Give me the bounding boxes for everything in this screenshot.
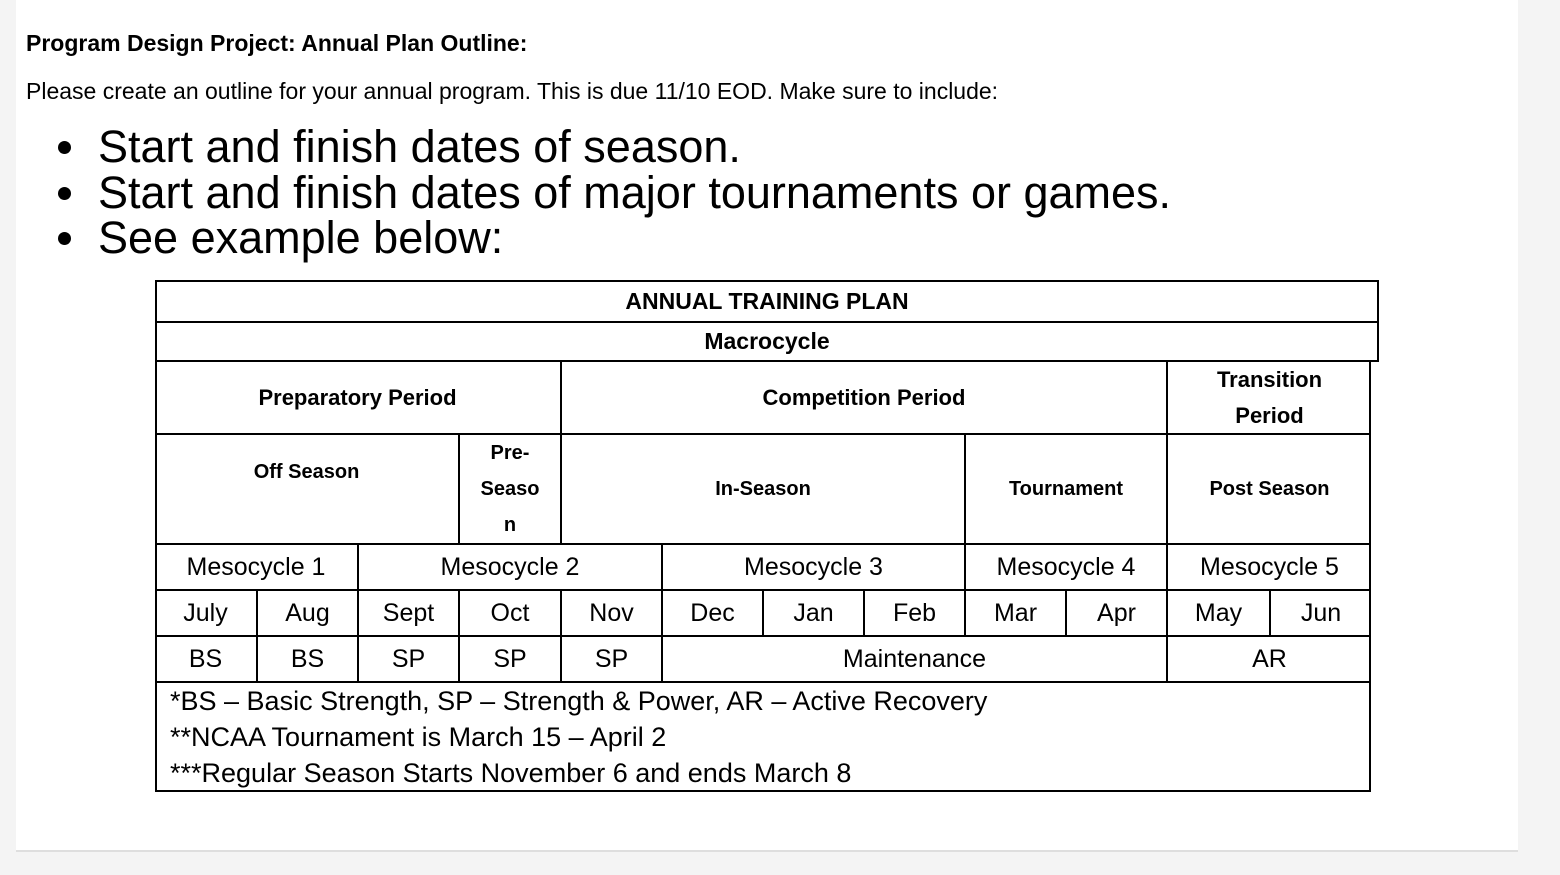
list-item: Start and finish dates of season. — [50, 124, 1171, 170]
month-cell-jun: Jun — [1300, 598, 1342, 627]
month-cell-nov: Nov — [589, 598, 634, 627]
page-divider — [16, 850, 1518, 852]
month-cell-sep: Sept — [382, 598, 435, 627]
mesocycle-4-label: Mesocycle 4 — [996, 552, 1136, 581]
mesocycle-5-label: Mesocycle 5 — [1200, 552, 1339, 581]
intro-text: Please create an outline for your annual program. This is due 11/10 EOD. Make sure to include: — [26, 78, 999, 104]
active-recovery-cell: AR — [1252, 644, 1287, 673]
month-cell-may: May — [1194, 598, 1243, 627]
month-cell-dec: Dec — [690, 598, 735, 627]
document-page — [16, 0, 1518, 850]
requirements-list — [50, 121, 1172, 263]
table-notes — [170, 683, 987, 791]
list-item: See example below: — [50, 215, 1171, 261]
tournament-label: Tournament — [1008, 478, 1124, 500]
focus-cell-oct: SP — [493, 644, 527, 673]
month-cell-mar: Mar — [993, 598, 1038, 627]
in-season-label: In-Season — [715, 478, 811, 500]
document-title: Program Design Project: Annual Plan Outline: — [26, 30, 528, 56]
macrocycle-label: Macrocycle — [704, 328, 830, 354]
month-cell-jul: July — [183, 598, 228, 627]
mesocycle-2-label: Mesocycle 2 — [440, 552, 580, 581]
mesocycle-3-label: Mesocycle 3 — [744, 552, 883, 581]
focus-cell-jul: BS — [188, 644, 223, 673]
note-line: *BS – Basic Strength, SP – Strength & Power, AR – Active Recovery — [170, 686, 988, 716]
preparatory-period-label: Preparatory Period — [258, 384, 457, 410]
month-cell-aug: Aug — [285, 598, 330, 627]
table-title: ANNUAL TRAINING PLAN — [625, 288, 909, 314]
mesocycle-1-label: Mesocycle 1 — [186, 552, 326, 581]
focus-cell-sep: SP — [391, 644, 426, 673]
month-cell-oct: Oct — [490, 598, 530, 627]
transition-period-label: Transition Period — [1216, 366, 1323, 428]
list-item: Start and finish dates of major tournaments or games. — [50, 170, 1171, 216]
post-season-label: Post Season — [1209, 478, 1330, 500]
focus-cell-aug: BS — [290, 644, 325, 673]
off-season-label: Off Season — [253, 461, 360, 483]
pre-season-label: Pre- Seaso n — [480, 442, 540, 536]
month-cell-feb: Feb — [892, 598, 937, 627]
maintenance-cell: Maintenance — [842, 644, 987, 673]
note-line: **NCAA Tournament is March 15 – April 2 — [170, 722, 667, 752]
note-line: ***Regular Season Starts November 6 and ends March 8 — [170, 758, 852, 788]
competition-period-label: Competition Period — [762, 384, 966, 410]
focus-cell-nov: SP — [594, 644, 629, 673]
month-cell-jan: Jan — [793, 598, 834, 627]
month-cell-apr: Apr — [1097, 598, 1136, 627]
